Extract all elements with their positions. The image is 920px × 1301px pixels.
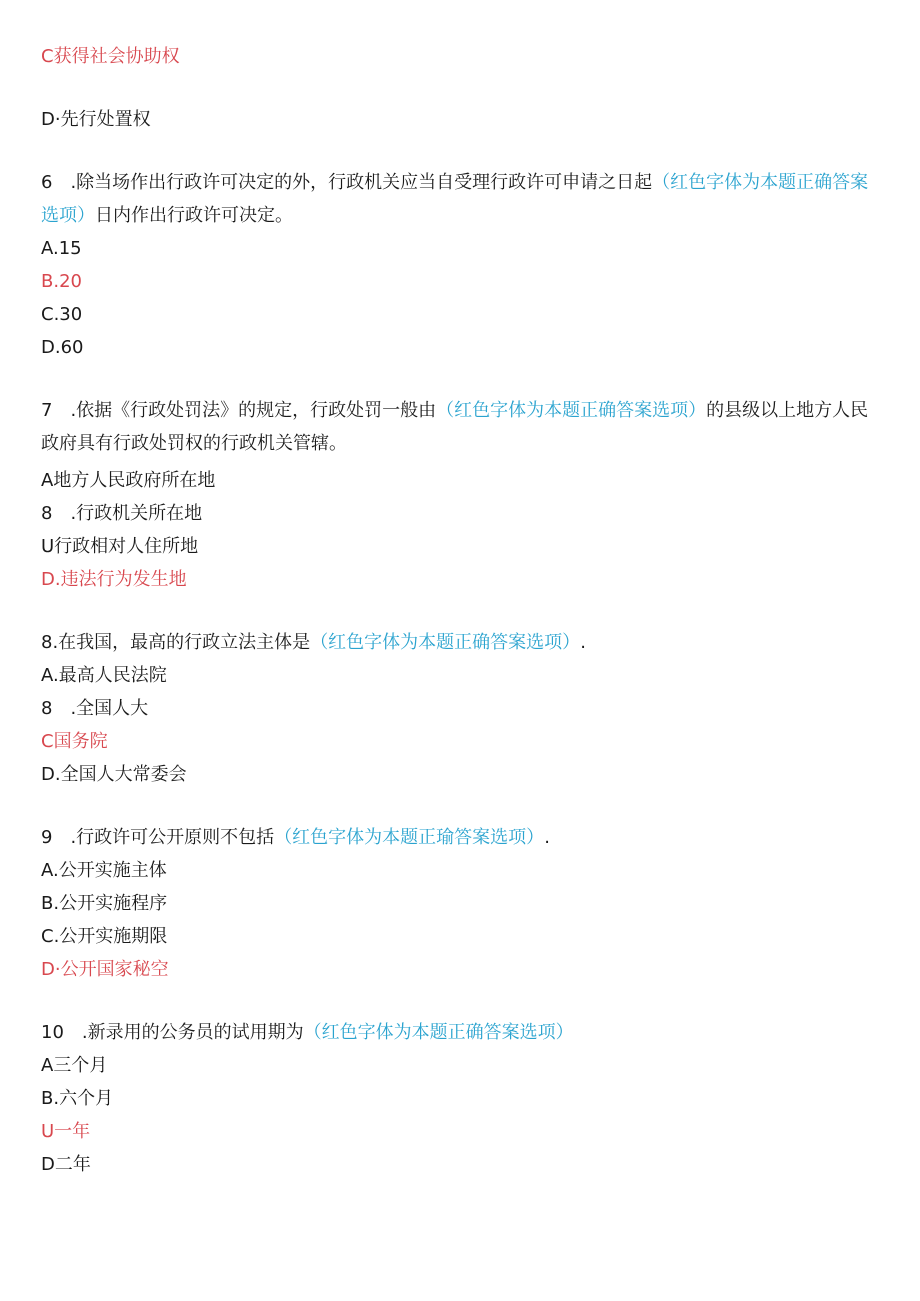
question-8-text: 8.在我国，最高的行政立法主体是: [41, 632, 311, 653]
q7-option-d: D.违法行为发生地: [41, 569, 187, 590]
option-c-top: C获得社会协助权: [41, 46, 180, 67]
question-8-hint: （红色字体为本题正确答案选项）: [310, 632, 581, 653]
document-page: [41, 40, 876, 1181]
question-7: [41, 394, 876, 460]
question-6-text: 6 .除当场作出行政许可决定的外，行政机关应当自受理行政许可申请之日起: [41, 172, 653, 193]
q7-option-a: A地方人民政府所在地: [41, 470, 216, 491]
q9-option-d: D·公开国家秘空: [41, 959, 169, 980]
option-d-top: D·先行处置权: [41, 109, 151, 130]
q7-option-c: U行政相对人住所地: [41, 536, 199, 557]
q6-option-c: C.30: [41, 304, 83, 325]
q6-option-a: A.15: [41, 238, 82, 259]
q8-option-d: D.全国人大常委会: [41, 764, 187, 785]
question-6-suffix: 日内作出行政许可决定。: [95, 205, 293, 226]
question-7-suffix: 的县级以上地方人民政府具有行政处罚权的行政机关管辖。: [41, 400, 869, 454]
question-10-hint: （红色字体为本题正确答案选项）: [303, 1022, 574, 1043]
question-8: [41, 626, 876, 659]
question-10: [41, 1016, 876, 1049]
q10-option-b: B.六个月: [41, 1088, 114, 1109]
question-6: [41, 166, 876, 232]
question-9-text: 9 .行政许可公开原则不包括: [41, 827, 275, 848]
question-8-suffix: .: [580, 632, 586, 653]
q9-option-c: C.公开实施期限: [41, 926, 168, 947]
question-9-suffix: .: [544, 827, 550, 848]
q8-option-c: C国务院: [41, 731, 108, 752]
q9-option-b: B.公开实施程序: [41, 893, 168, 914]
q8-option-b: 8 .全国人大: [41, 698, 149, 719]
q9-option-a: A.公开实施主体: [41, 860, 167, 881]
question-10-text: 10 .新录用的公务员的试用期为: [41, 1022, 304, 1043]
question-6-hint: （红色字体为本题正确答案选项）: [41, 172, 869, 226]
q10-option-d: D二年: [41, 1154, 91, 1175]
question-9: [41, 821, 876, 854]
q6-option-d: D.60: [41, 337, 84, 358]
question-9-hint: （红色字体为本题正瑜答案选项）: [274, 827, 545, 848]
question-7-hint: （红色字体为本题正确答案选项）: [436, 400, 707, 421]
q10-option-a: A三个月: [41, 1055, 108, 1076]
q7-option-b: 8 .行政机关所在地: [41, 503, 203, 524]
q6-option-b: B.20: [41, 271, 82, 292]
q8-option-a: A.最高人民法院: [41, 665, 167, 686]
question-7-text: 7 .依据《行政处罚法》的规定，行政处罚一般由: [41, 400, 437, 421]
q10-option-c: U一年: [41, 1121, 91, 1142]
